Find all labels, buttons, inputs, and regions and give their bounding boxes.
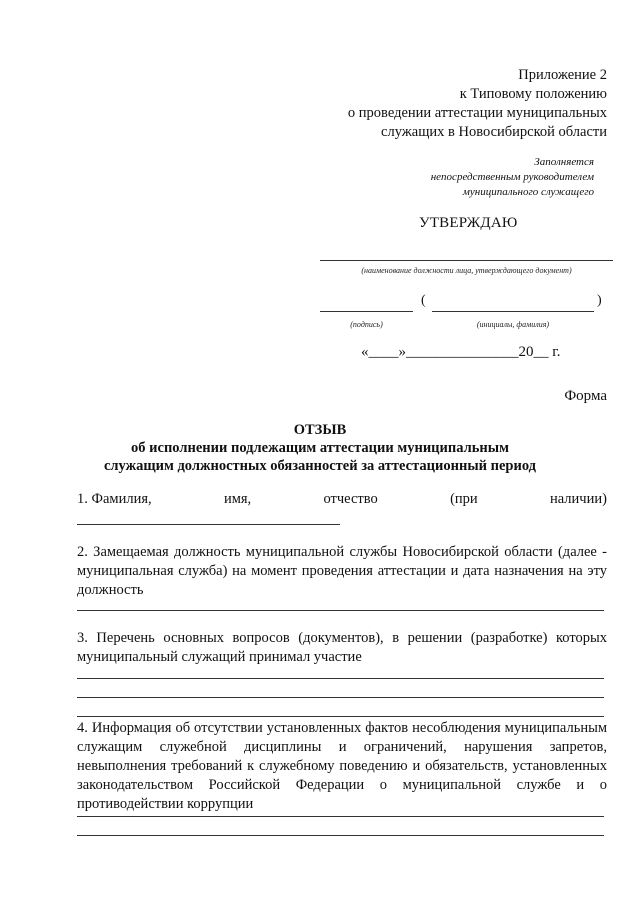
signature-caption: (подпись) <box>350 320 383 329</box>
item1-word: (при <box>450 491 478 507</box>
fill-note <box>431 155 594 200</box>
item4-text: 4. Информация об отсутствии установленных фактов несоблюдения муниципальным служащим служебной дисциплины и ограничений, нарушения запретов, невыполнения требований к служебному поведению и обязательств, установленных законодательством Российской Федерации о муниципальной службе и о противодействии коррупции <box>77 720 607 812</box>
item3-answer-line <box>77 697 604 698</box>
fill-note-line: непосредственным руководителем <box>430 171 594 183</box>
item4-answer-line <box>77 835 604 836</box>
date-month: _______________ <box>406 344 519 360</box>
annex-line: служащих в Новосибирской области <box>381 124 607 140</box>
date-close: » <box>398 344 406 360</box>
document-title: ОТЗЫВ <box>293 422 347 438</box>
date-year: __ <box>533 344 549 360</box>
item2-text: 2. Замещаемая должность муниципальной службы Новосибирской области (далее - муниципальная служба) на момент проведения аттестации и дата назначения на эту должность <box>77 544 607 598</box>
signature-line <box>320 311 413 312</box>
item4-answer-line <box>77 816 604 817</box>
annex-line: к Типовому положению <box>459 86 607 102</box>
date-suffix: г. <box>548 344 561 360</box>
item3-text: 3. Перечень основных вопросов (документов), в решении (разработке) которых муниципальный служащий принимал участие <box>77 630 607 665</box>
item1-word: отчество <box>323 491 378 507</box>
approval-date <box>361 344 560 361</box>
annex-line: о проведении аттестации муниципальных <box>347 105 607 121</box>
paren-open: ( <box>421 293 426 308</box>
annex-header <box>348 66 607 142</box>
item1-answer-line <box>77 524 340 525</box>
date-day: ____ <box>368 344 399 360</box>
item1-word: 1. Фамилия, <box>77 491 152 507</box>
fill-note-line: муниципального служащего <box>462 186 594 198</box>
position-line <box>320 260 613 261</box>
form-label: Форма <box>564 388 607 404</box>
approval-heading: УТВЕРЖДАЮ <box>419 215 518 231</box>
document-subtitle-line2: служащим должностных обязанностей за аттестационный период <box>103 458 536 474</box>
document-subtitle-line1: об исполнении подлежащим аттестации муниципальным <box>131 440 509 456</box>
item2-answer-line <box>77 610 604 611</box>
item3-answer-line <box>77 716 604 717</box>
initials-line <box>432 311 594 312</box>
paren-close: ) <box>597 293 602 308</box>
item1-word: имя, <box>223 491 252 507</box>
annex-line: Приложение 2 <box>518 67 607 83</box>
date-year-prefix: 20 <box>518 344 534 360</box>
fill-note-line: Заполняется <box>534 156 594 168</box>
date-open: « <box>361 344 369 360</box>
item1-label <box>77 491 607 508</box>
initials-caption: (инициалы, фамилия) <box>476 320 550 329</box>
item3-answer-line <box>77 678 604 679</box>
item1-word: наличии) <box>549 491 607 507</box>
position-caption: (наименование должности лица, утверждающего документ) <box>361 266 572 275</box>
